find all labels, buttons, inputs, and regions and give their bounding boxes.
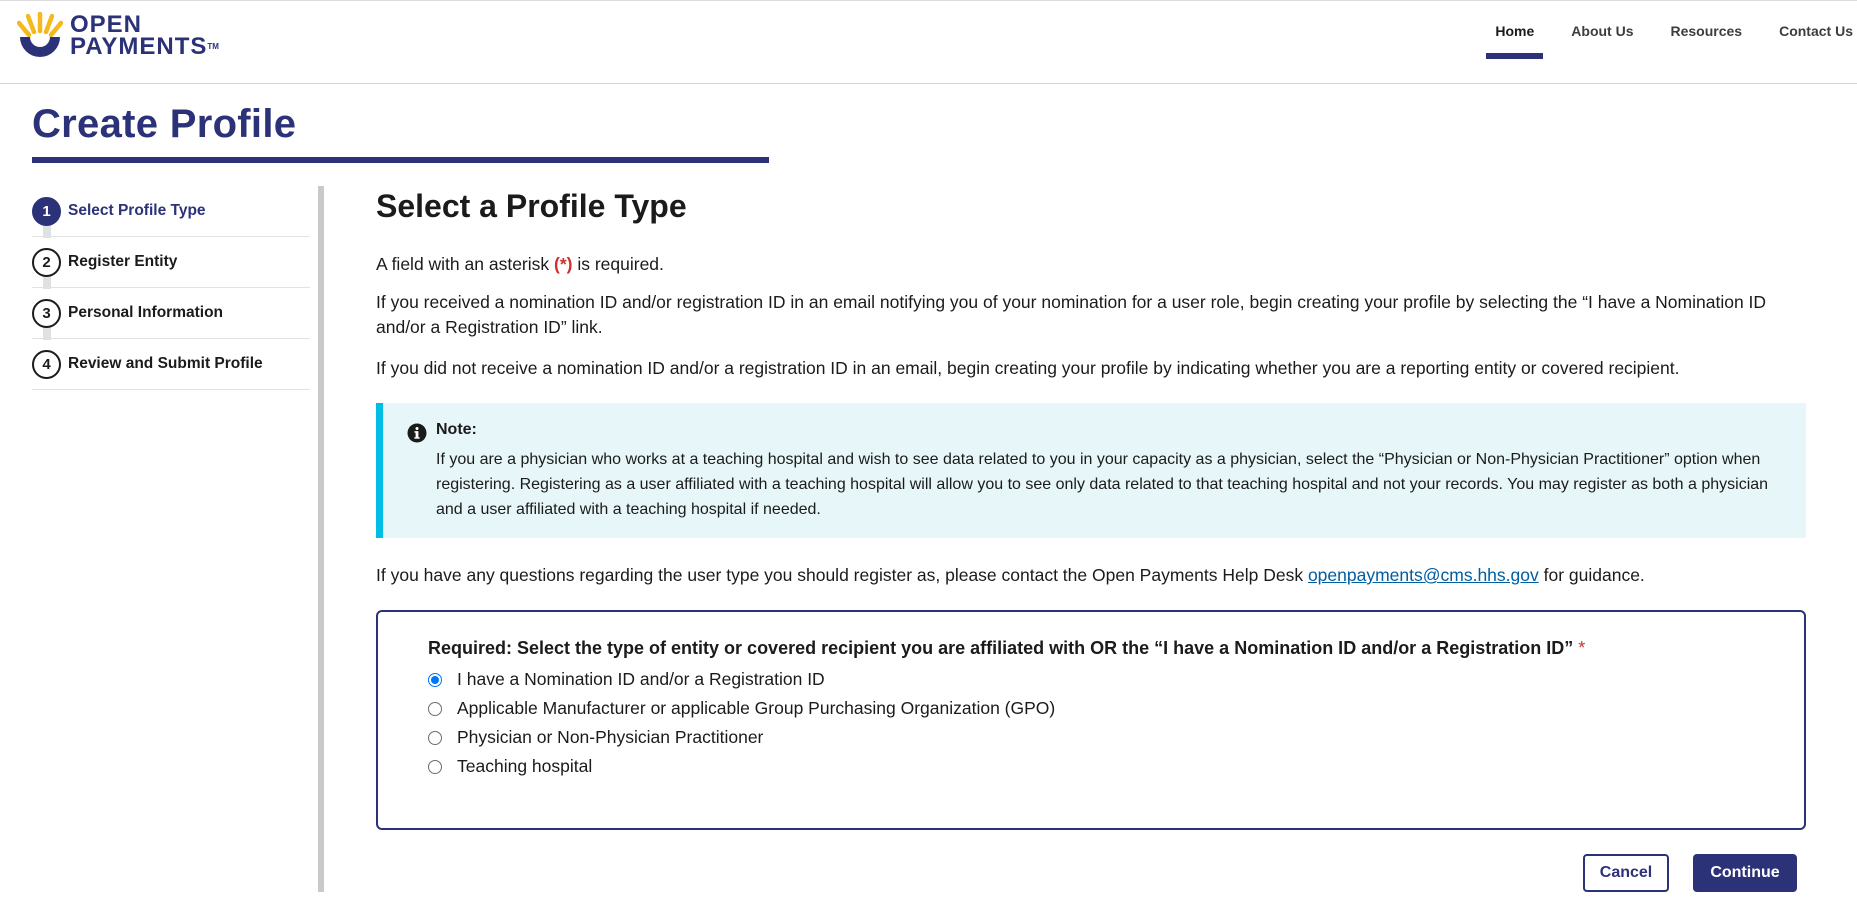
legend-required-asterisk: * xyxy=(1578,638,1586,658)
intro-paragraph-nomination: If you received a nomination ID and/or registration ID in an email notifying you of your nomination for a user role, begin creating your profile by selecting the “I have a Nomination ID and/or a Registration ID” link. xyxy=(376,292,1767,337)
step-select-profile-type xyxy=(32,186,310,237)
help-desk-email-link[interactable]: openpayments@cms.hhs.gov xyxy=(1307,565,1539,585)
radio-button[interactable] xyxy=(428,731,442,745)
radio-label[interactable]: I have a Nomination ID and/or a Registration ID xyxy=(457,669,825,689)
main-content xyxy=(376,186,1806,881)
required-note-after: is required. xyxy=(572,254,664,274)
progress-stepper xyxy=(32,186,310,390)
nav-contact-us[interactable]: Contact Us xyxy=(1779,23,1853,39)
logo-line-open: OPEN xyxy=(70,11,143,38)
profile-type-legend xyxy=(428,638,1585,659)
open-payments-logo[interactable] xyxy=(17,11,219,58)
intro-paragraph-entity: If you did not receive a nomination ID and/or a registration ID in an email, begin creating your profile by indicating whether you are a reporting entity or covered recipient. xyxy=(376,358,1680,378)
step-number: 1 xyxy=(32,197,61,226)
radio-option-manufacturer-gpo[interactable] xyxy=(428,698,1055,719)
required-asterisk: (*) xyxy=(554,254,573,274)
step-label: Review and Submit Profile xyxy=(68,355,263,372)
legend-text: Required: Select the type of entity or covered recipient you are affiliated with OR the “I have a Nomination ID and/or a Registration ID” xyxy=(428,638,1574,658)
step-register-entity xyxy=(32,237,310,288)
help-text-after: for guidance. xyxy=(1538,565,1645,585)
step-number: 4 xyxy=(32,350,61,379)
radio-label[interactable]: Physician or Non-Physician Practitioner xyxy=(457,727,764,747)
nav-about-us[interactable]: About Us xyxy=(1571,23,1634,39)
nav-home[interactable]: Home xyxy=(1495,1,1534,59)
note-title: Note: xyxy=(436,421,477,438)
radio-label[interactable]: Teaching hospital xyxy=(457,756,593,776)
note-alert xyxy=(376,403,1806,538)
nav-resources[interactable]: Resources xyxy=(1670,23,1743,39)
logo-trademark: TM xyxy=(207,42,219,51)
logo-line-payments: PAYMENTS xyxy=(70,33,208,60)
info-icon xyxy=(407,423,427,443)
title-underline xyxy=(32,157,769,163)
step-label: Register Entity xyxy=(68,253,178,270)
help-desk-paragraph xyxy=(376,563,1645,588)
radio-button[interactable] xyxy=(428,673,442,687)
site-header xyxy=(0,0,1857,84)
required-note-before: A field with an asterisk xyxy=(376,254,554,274)
radio-option-teaching-hospital[interactable] xyxy=(428,756,592,777)
profile-type-fieldset xyxy=(376,610,1806,830)
radio-button[interactable] xyxy=(428,702,442,716)
step-number: 3 xyxy=(32,299,61,328)
radio-option-nomination-id[interactable] xyxy=(428,669,825,690)
radio-button[interactable] xyxy=(428,760,442,774)
step-personal-information xyxy=(32,288,310,339)
stepper-divider xyxy=(318,186,324,892)
radio-label[interactable]: Applicable Manufacturer or applicable Group Purchasing Organization (GPO) xyxy=(457,698,1056,718)
required-field-note xyxy=(376,252,664,277)
step-review-and-submit xyxy=(32,339,310,390)
section-heading: Select a Profile Type xyxy=(376,188,687,224)
logo-wordmark xyxy=(70,11,219,60)
radio-option-physician[interactable] xyxy=(428,727,763,748)
cancel-button[interactable]: Cancel xyxy=(1583,854,1669,892)
help-text-before: If you have any questions regarding the user type you should register as, please contact the Open Payments Help Desk xyxy=(376,565,1308,585)
step-label: Personal Information xyxy=(68,304,224,321)
sunburst-logo-icon xyxy=(17,11,63,57)
page-title: Create Profile xyxy=(32,102,297,146)
step-label: Select Profile Type xyxy=(68,202,206,219)
step-number: 2 xyxy=(32,248,61,277)
main-nav xyxy=(1495,1,1857,85)
continue-button[interactable]: Continue xyxy=(1693,854,1797,892)
note-body: If you are a physician who works at a teaching hospital and wish to see data related to you in your capacity as a physician, select the “Physician or Non-Physician Practitioner” option when registering. Registering as a user affiliated with a teaching hospital will allow you to see only data related to that teaching hospital and not your records. You may register as both a physician and a user affiliated with a teaching hospital if needed. xyxy=(436,451,1769,518)
